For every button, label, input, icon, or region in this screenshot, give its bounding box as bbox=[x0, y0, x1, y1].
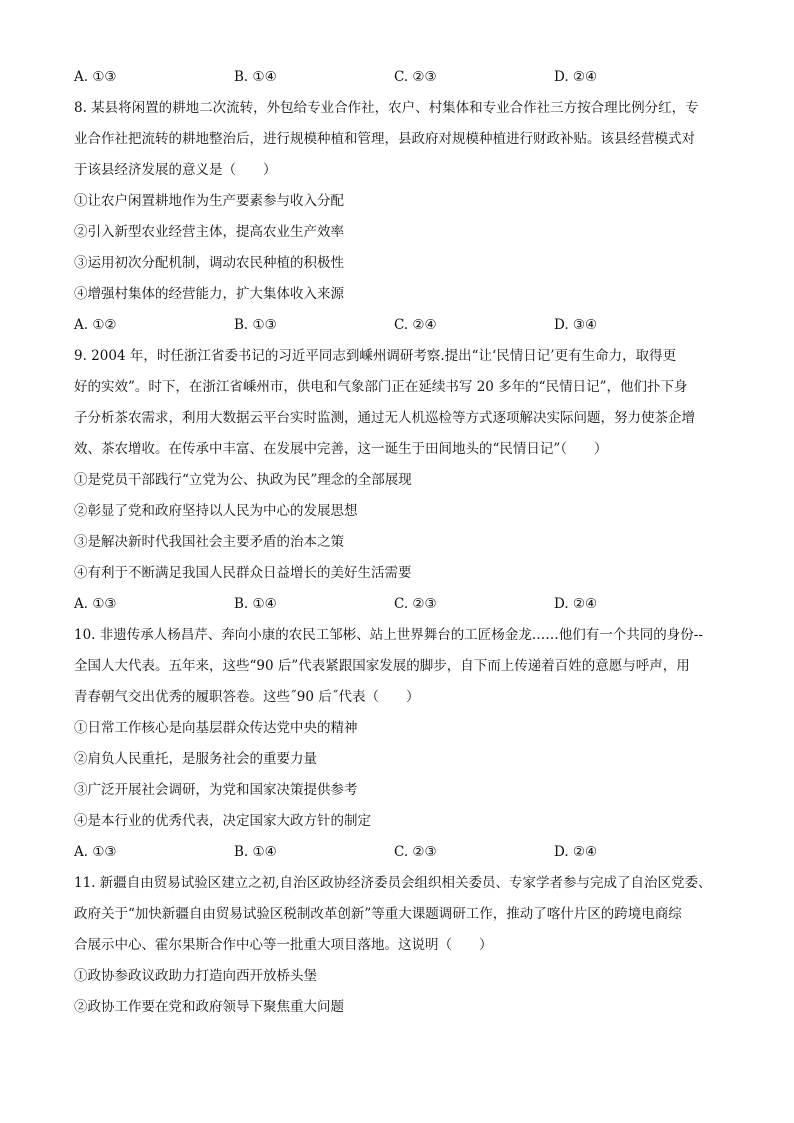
q9-option-c: C. ②③ bbox=[394, 596, 437, 612]
q9-item-2: ②彰显了党和政府坚持以人民为中心的发展思想 bbox=[74, 503, 358, 519]
question-11 bbox=[74, 868, 724, 1023]
q10-item-2: ②肩负人民重托，是服务社会的重要力量 bbox=[74, 751, 317, 767]
q9-option-b: B. ①④ bbox=[234, 596, 277, 612]
q9-item-3: ③是解决新时代我国社会主要矛盾的治本之策 bbox=[74, 534, 344, 550]
q10-stem-line: 青春朝气交出优秀的履职答卷。这些˝90 后˝代表（ ） bbox=[74, 689, 420, 705]
q8-stem-line: 业合作社把流转的耕地整治后，进行规模种植和管理，县政府对规模种植进行财政补贴。该县经营模式对 bbox=[74, 131, 695, 147]
q9-item-1: ①是党员干部践行“立党为公、执政为民”理念的全部展现 bbox=[74, 472, 412, 488]
exam-page bbox=[74, 62, 724, 1023]
q9-option-a: A. ①③ bbox=[74, 596, 117, 612]
q9-item-4: ④有利于不断满足我国人民群众日益增长的美好生活需要 bbox=[74, 565, 412, 581]
q9-stem-line: 9. 2004 年，时任浙江省委书记的习近平同志到嵊州调研考察.提出“让‘民情日记’更有生命力，取得更 bbox=[74, 348, 677, 364]
q11-stem-line: 政府关于“加快新疆自由贸易试验区税制改革创新”等重大课题调研工作，推动了喀什片区的跨境电商综 bbox=[74, 906, 682, 922]
question-8 bbox=[74, 93, 724, 341]
q8-option-c: C. ②④ bbox=[394, 317, 437, 333]
q7-option-c: C. ②③ bbox=[394, 69, 437, 85]
q10-option-c: C. ②③ bbox=[394, 844, 437, 860]
q9-options bbox=[74, 589, 724, 620]
q7-option-b: B. ①④ bbox=[234, 69, 277, 85]
q9-option-d: D. ②④ bbox=[554, 596, 598, 612]
q10-item-3: ③广泛开展社会调研，为党和国家决策提供参考 bbox=[74, 782, 358, 798]
q8-item-4: ④增强村集体的经营能力，扩大集体收入来源 bbox=[74, 286, 344, 302]
q10-option-a: A. ①③ bbox=[74, 844, 117, 860]
q7-options bbox=[74, 62, 724, 93]
q10-stem-line: 10. 非遗传承人杨昌芹、奔向小康的农民工邹彬、站上世界舞台的工匠杨金龙……他们有一个共同的身份-- bbox=[74, 627, 703, 643]
q10-item-1: ①日常工作核心是向基层群众传达党中央的精神 bbox=[74, 720, 358, 736]
q8-option-a: A. ①② bbox=[74, 317, 117, 333]
q11-item-2: ②政协工作要在党和政府领导下聚焦重大问题 bbox=[74, 999, 344, 1015]
q8-item-3: ③运用初次分配机制，调动农民种植的积极性 bbox=[74, 255, 344, 271]
q9-stem-line: 好的实效”。时下，在浙江省嵊州市，供电和气象部门正在延续书写 20 多年的“民情日记”，他们扑下身 bbox=[74, 379, 688, 395]
q8-stem-line: 于该县经济发展的意义是（ ） bbox=[74, 162, 277, 178]
q8-stem-line: 8. 某县将闲置的耕地二次流转，外包给专业合作社，农户、村集体和专业合作社三方按合理比例分红，专 bbox=[74, 100, 699, 116]
question-10 bbox=[74, 620, 724, 868]
q10-option-d: D. ②④ bbox=[554, 844, 598, 860]
question-9 bbox=[74, 341, 724, 620]
q10-options bbox=[74, 837, 724, 868]
q10-stem-line: 全国人大代表。五年来，这些“90 后”代表紧跟国家发展的脚步，自下而上传递着百姓的意愿与呼声，用 bbox=[74, 658, 690, 674]
q10-item-4: ④是本行业的优秀代表，决定国家大政方针的制定 bbox=[74, 813, 371, 829]
q7-option-a: A. ①③ bbox=[74, 69, 117, 85]
q7-option-d: D. ②④ bbox=[554, 69, 598, 85]
q8-option-b: B. ①③ bbox=[234, 317, 277, 333]
q11-item-1: ①政协参政议政助力打造向西开放桥头堡 bbox=[74, 968, 317, 984]
q10-option-b: B. ①④ bbox=[234, 844, 277, 860]
q8-item-2: ②引入新型农业经营主体，提高农业生产效率 bbox=[74, 224, 344, 240]
q8-options bbox=[74, 310, 724, 341]
q11-stem-line: 合展示中心、霍尔果斯合作中心等一批重大项目落地。这说明（ ） bbox=[74, 937, 493, 953]
q11-stem-line: 11. 新疆自由贸易试验区建立之初,自治区政协经济委员会组织相关委员、专家学者参与完成了自治区党委、 bbox=[74, 875, 712, 891]
q8-item-1: ①让农户闲置耕地作为生产要素参与收入分配 bbox=[74, 193, 344, 209]
q9-stem-line: 子分析茶农需求，利用大数据云平台实时监测，通过无人机巡检等方式逐项解决实际问题，努力使茶企增 bbox=[74, 410, 695, 426]
q8-option-d: D. ③④ bbox=[554, 317, 598, 333]
q9-stem-line: 效、茶农增收。在传承中丰富、在发展中完善，这一诞生于田间地头的“民情日记”（ ） bbox=[74, 441, 608, 457]
